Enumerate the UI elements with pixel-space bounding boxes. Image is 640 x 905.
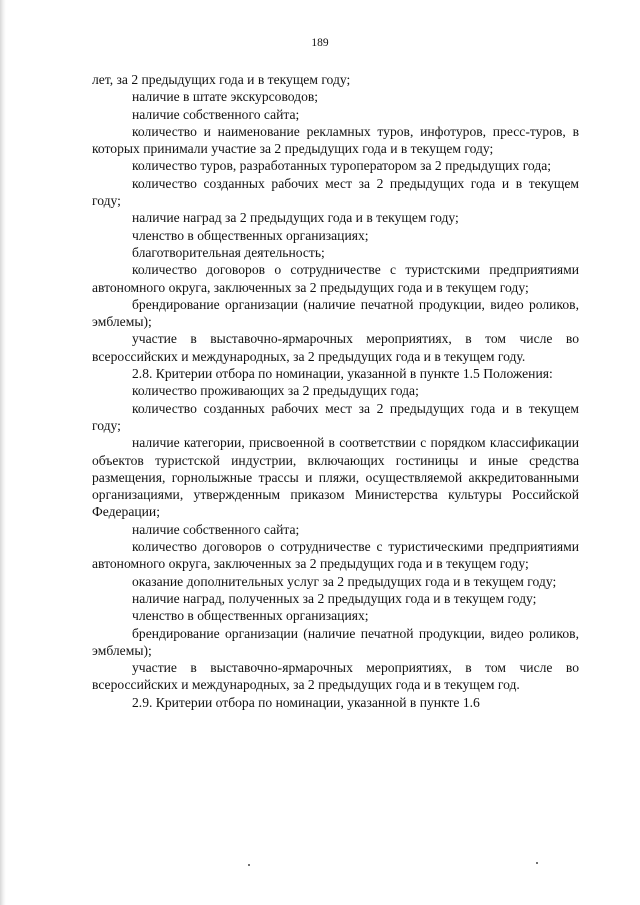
paragraph: участие в выставочно-ярмарочных мероприятиях, в том числе во всероссийских и международных, за 2 предыдущих года и в текущем году. [92, 331, 579, 364]
paragraph: количество договоров о сотрудничестве с туристскими предприятиями автономного округа, заключенных за 2 предыдущих года и в текущем году; [92, 262, 579, 295]
paragraph: количество договоров о сотрудничестве с туристическими предприятиями автономного округа, заключенных за 2 предыдущих года и в текущем году; [92, 539, 579, 572]
paragraph: количество созданных рабочих мест за 2 предыдущих года и в текущем году; [92, 175, 579, 209]
paragraph: участие в выставочно-ярмарочных мероприятиях, в том числе во всероссийских и международных, за 2 предыдущих года и в текущем год. [92, 660, 579, 693]
paragraph: брендирование организации (наличие печатной продукции, видео роликов, эмблемы); [92, 296, 579, 330]
paragraph: количество проживающих за 2 предыдущих года; [132, 383, 419, 399]
paragraph: лет, за 2 предыдущих года и в текущем году; [92, 72, 351, 87]
scan-speck [248, 864, 250, 866]
paragraph: количество туров, разработанных туроператором за 2 предыдущих года; [132, 158, 552, 174]
section-heading-2-8: 2.8. Критерии отбора по номинации, указанной в пункте 1.5 Положения: [132, 366, 553, 382]
document-body [92, 71, 579, 711]
paragraph: наличие в штате экскурсоводов; [132, 89, 319, 105]
scan-speck [536, 862, 538, 864]
scan-edge-shadow [0, 0, 6, 905]
paragraph: наличие собственного сайта; [132, 106, 300, 122]
paragraph: благотворительная деятельность; [132, 244, 325, 260]
section-heading-2-9: 2.9. Критерии отбора по номинации, указанной в пункте 1.6 [132, 694, 480, 710]
paragraph: наличие наград за 2 предыдущих года и в текущем году; [132, 210, 459, 226]
page-number: 189 [311, 37, 329, 49]
paragraph: наличие собственного сайта; [132, 521, 300, 537]
paragraph: наличие категории, присвоенной в соответствии с порядком классификации объектов туристской индустрии, включающих гостиницы и иные средства размещения, горнолыжные трассы и пляжи, осуществляемой аккредитованными организациями, утвержденным приказом Министерства культуры Российской Федерации; [92, 435, 579, 520]
paragraph: брендирование организации (наличие печатной продукции, видео роликов, эмблемы); [92, 625, 579, 658]
paragraph: членство в общественных организациях; [132, 227, 369, 243]
paragraph: наличие наград, полученных за 2 предыдущих года и в текущем году; [132, 590, 537, 606]
paragraph: членство в общественных организациях; [132, 608, 369, 624]
paragraph: количество и наименование рекламных туров, инфотуров, пресс-туров, в которых принимали участие за 2 предыдущих года и в текущем году; [92, 123, 579, 157]
paragraph: количество созданных рабочих мест за 2 предыдущих года и в текущем году; [92, 400, 579, 433]
paragraph: оказание дополнительных услуг за 2 предыдущих года и в текущем году; [132, 573, 557, 589]
